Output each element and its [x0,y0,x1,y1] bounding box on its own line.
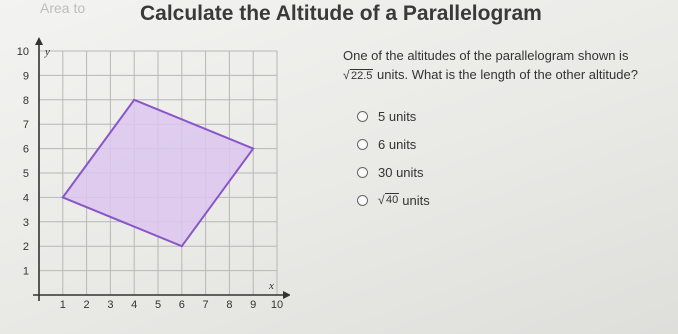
y-tick-label: 1 [22,265,29,278]
choice-label: 6 units [378,136,417,152]
sqrt-value: 22.5 [351,70,373,82]
x-tick-label: 6 [178,299,185,310]
choice-4[interactable] [357,186,430,214]
x-tick-label: 4 [131,299,138,310]
choice-1[interactable] [357,102,430,130]
x-tick-label: 7 [202,299,209,310]
y-tick-label: 2 [22,241,29,254]
x-tick-label: 3 [107,299,114,310]
y-tick-label: 4 [22,192,29,205]
page-title: Calculate the Altitude of a Parallelogram [140,2,542,25]
radio-button[interactable] [357,195,368,206]
sqrt-value: 40 [386,194,399,206]
choice-label: units [402,192,430,208]
x-axis-label: x [269,280,274,292]
y-tick-label: 10 [16,46,29,58]
sqrt-symbol [343,67,373,86]
radio-button[interactable] [357,167,368,178]
x-tick-label: 1 [59,299,66,310]
sqrt-symbol [378,194,399,206]
question-text-before: One of the altitudes of the parallelogram shown is [343,48,629,63]
x-tick-label: 10 [270,299,284,310]
question-text [343,46,673,86]
question-text-after: units. What is the length of the other altitude? [377,67,638,82]
choice-label: 5 units [378,108,417,124]
y-tick-label: 3 [22,216,29,229]
y-tick-label: 9 [22,70,29,83]
choice-3[interactable] [357,158,430,186]
header-faded-text: Area to [40,0,86,16]
answer-choices [357,102,430,214]
coordinate-grid-graph [0,0,290,310]
choice-2[interactable] [357,130,430,158]
x-tick-label: 5 [154,299,162,310]
y-axis-label: y [45,46,50,58]
choice-label: 30 units [378,164,424,180]
radio-button[interactable] [357,111,368,122]
y-tick-label: 6 [22,143,29,156]
x-axis-arrow [283,291,290,299]
y-axis-arrow [35,37,43,45]
y-tick-label: 7 [22,119,29,132]
x-tick-label: 8 [226,299,233,310]
y-tick-label: 8 [22,94,29,107]
parallelogram-shape [63,100,253,246]
x-tick-label: 9 [250,299,257,310]
y-tick-label: 5 [22,168,29,180]
radio-button[interactable] [357,139,368,150]
x-tick-label: 2 [83,299,90,310]
